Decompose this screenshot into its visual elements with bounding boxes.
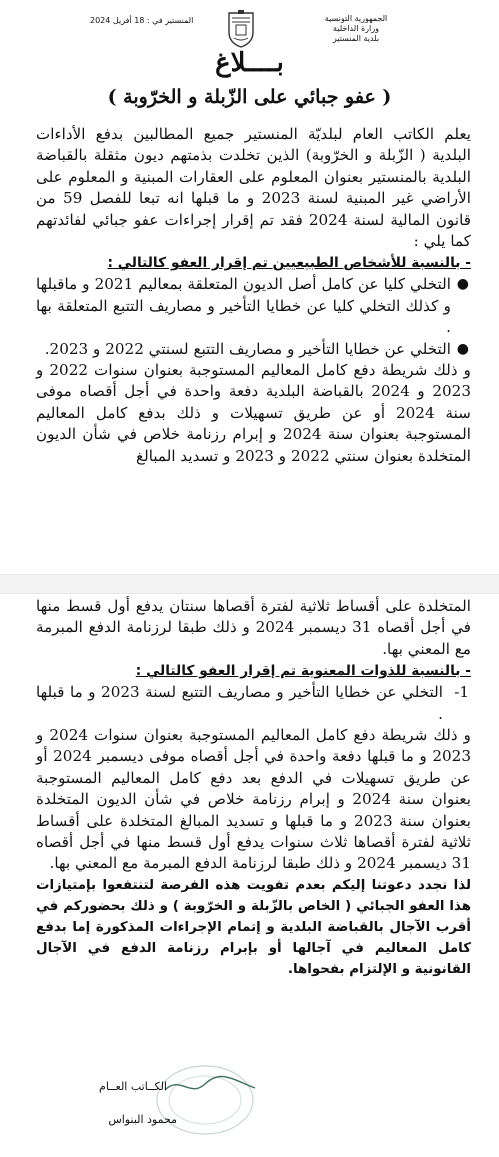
section1-condition-part1: و ذلك شريطة دفع كامل المعاليم المستوجبة بعنوان سنوات 2022 و 2023 و 2024 بالقباضة البلدية دفعة واحدة في أجل أقصاه موفى سنة 2024 أو عن طريق تسهيلات و ذلك بدفع كامل المعاليم المستوجبة بعنوان سنة 2024 و إبرام رزنامة خلاص في شأن الديون المتخلدة بعنوان سنتي 2022 و 2023 و تسديد المبالغ xyxy=(36,361,471,465)
section2-heading: - بالنسبة للذوات المعنوية تم إقرار العفو كالتالي : xyxy=(135,663,471,680)
bullet-text: التخلي عن خطايا التأخير و مصاريف التتبع لسنتي 2022 و 2023. xyxy=(44,339,451,358)
intro-paragraph: يعلم الكاتب العام لبلديّة المنستير جميع المطالبين بدفع الأداءات البلدية ( الزّبلة و الخرّوبة) الذين تخلدت بذمتهم ديون مثقلة بالقباضة البلدية بالمنستير بعنوان المعلوم على العقارات المبنية و المعلوم على الأراضي غير المبنية لسنة 2023 و ما قبلها انه تبعا للفصل 59 من قانون المالية لسنة 2024 فقد تم إقرار إجراءات عفو جبائي لفائدتهم كما يلي : xyxy=(36,125,471,251)
list-item xyxy=(36,682,471,725)
bullet-text: التخلي كليا عن كامل أصل الديون المتعلقة بمعاليم 2021 و ماقبلها و كذلك التخلي كليا عن خطايا التأخير و مصاريف التتبع المتعلقة بها . xyxy=(36,275,451,337)
list-item xyxy=(36,339,471,360)
ministry-label: وزارة الداخلية xyxy=(333,24,379,33)
institution-header xyxy=(291,14,421,44)
municipality-label: بلدية المنستير xyxy=(332,34,380,43)
closing-paragraph: لذا نجدد دعوتنا إليكم بعدم تفويت هذه الفرصة لتنتفعوا بإمتيازات هذا العفو الجبائي ( الخاص بالزّبلة و الخرّوبة ) و ذلك بحضوركم في أقرب الآجال بالقباضة البلدية و إتمام الإجراءات المذكورة إما بدفع كامل المعاليم في آجالها أو بإبرام رزنامة الدفع في الآجال القانونية و الإلتزام بفحواها. xyxy=(36,877,471,977)
bullet-icon: ● xyxy=(456,276,469,293)
page-subtitle: ( عفو جبائي على الزّبلة و الخرّوبة ) xyxy=(107,86,392,108)
municipality-emblem-icon xyxy=(226,10,256,48)
page-title: بــــلاغ xyxy=(215,48,284,78)
body-part-2 xyxy=(36,596,471,980)
page-break-divider xyxy=(0,574,499,594)
body-part-1 xyxy=(36,124,471,467)
item-text: التخلي عن خطايا التأخير و مصاريف التتبع لسنة 2023 و ما قبلها . xyxy=(36,683,443,723)
date-line: المنستير في : 18 أفريل 2024 xyxy=(90,16,194,25)
handwritten-signature-icon xyxy=(160,1070,260,1100)
signatory-name: محمود البنواس xyxy=(108,1113,177,1126)
bullet-icon: ● xyxy=(456,340,469,357)
item-number: 1- xyxy=(454,683,469,702)
section1-condition-part2: المتخلدة على أقساط ثلاثية لفترة أقصاها سنتان يدفع أول قسط منها في أجل أقصاه 31 ديسمبر 2024 و ذلك طبقا لرزنامة الدفع المبرمة مع المعني بها. xyxy=(36,597,472,658)
section2-condition: و ذلك شريطة دفع كامل المعاليم المستوجبة بعنوان سنوات 2024 و 2023 و ما قبلها دفعة واحدة في أجل أقصاه موفى ديسمبر 2024 أو عن طريق تسهيلات في الدفع بعد دفع كامل المعاليم المستوجبة بعنوان سنة 2024 و إبرام رزنامة خلاص في شأن الديون المتخلدة بعنوان سنة 2023 و ما قبلها و تسديد المبالغ المتخلدة على أقساط ثلاثية لفترة أقصاها ثلاث سنوات يدفع أول قسط منها في أجل أقصاه 31 ديسمبر 2024 و ذلك طبقا لرزنامة الدفع المبرمة مع المعني بها. xyxy=(36,726,471,873)
republic-label: الجمهورية التونسية xyxy=(324,14,388,23)
list-item xyxy=(36,274,471,338)
signatory-role: الكــاتب العــام xyxy=(99,1080,167,1093)
section1-heading: - بالنسبة للأشخاص الطبيعيين تم إقرار العفو كالتالي : xyxy=(107,255,471,272)
